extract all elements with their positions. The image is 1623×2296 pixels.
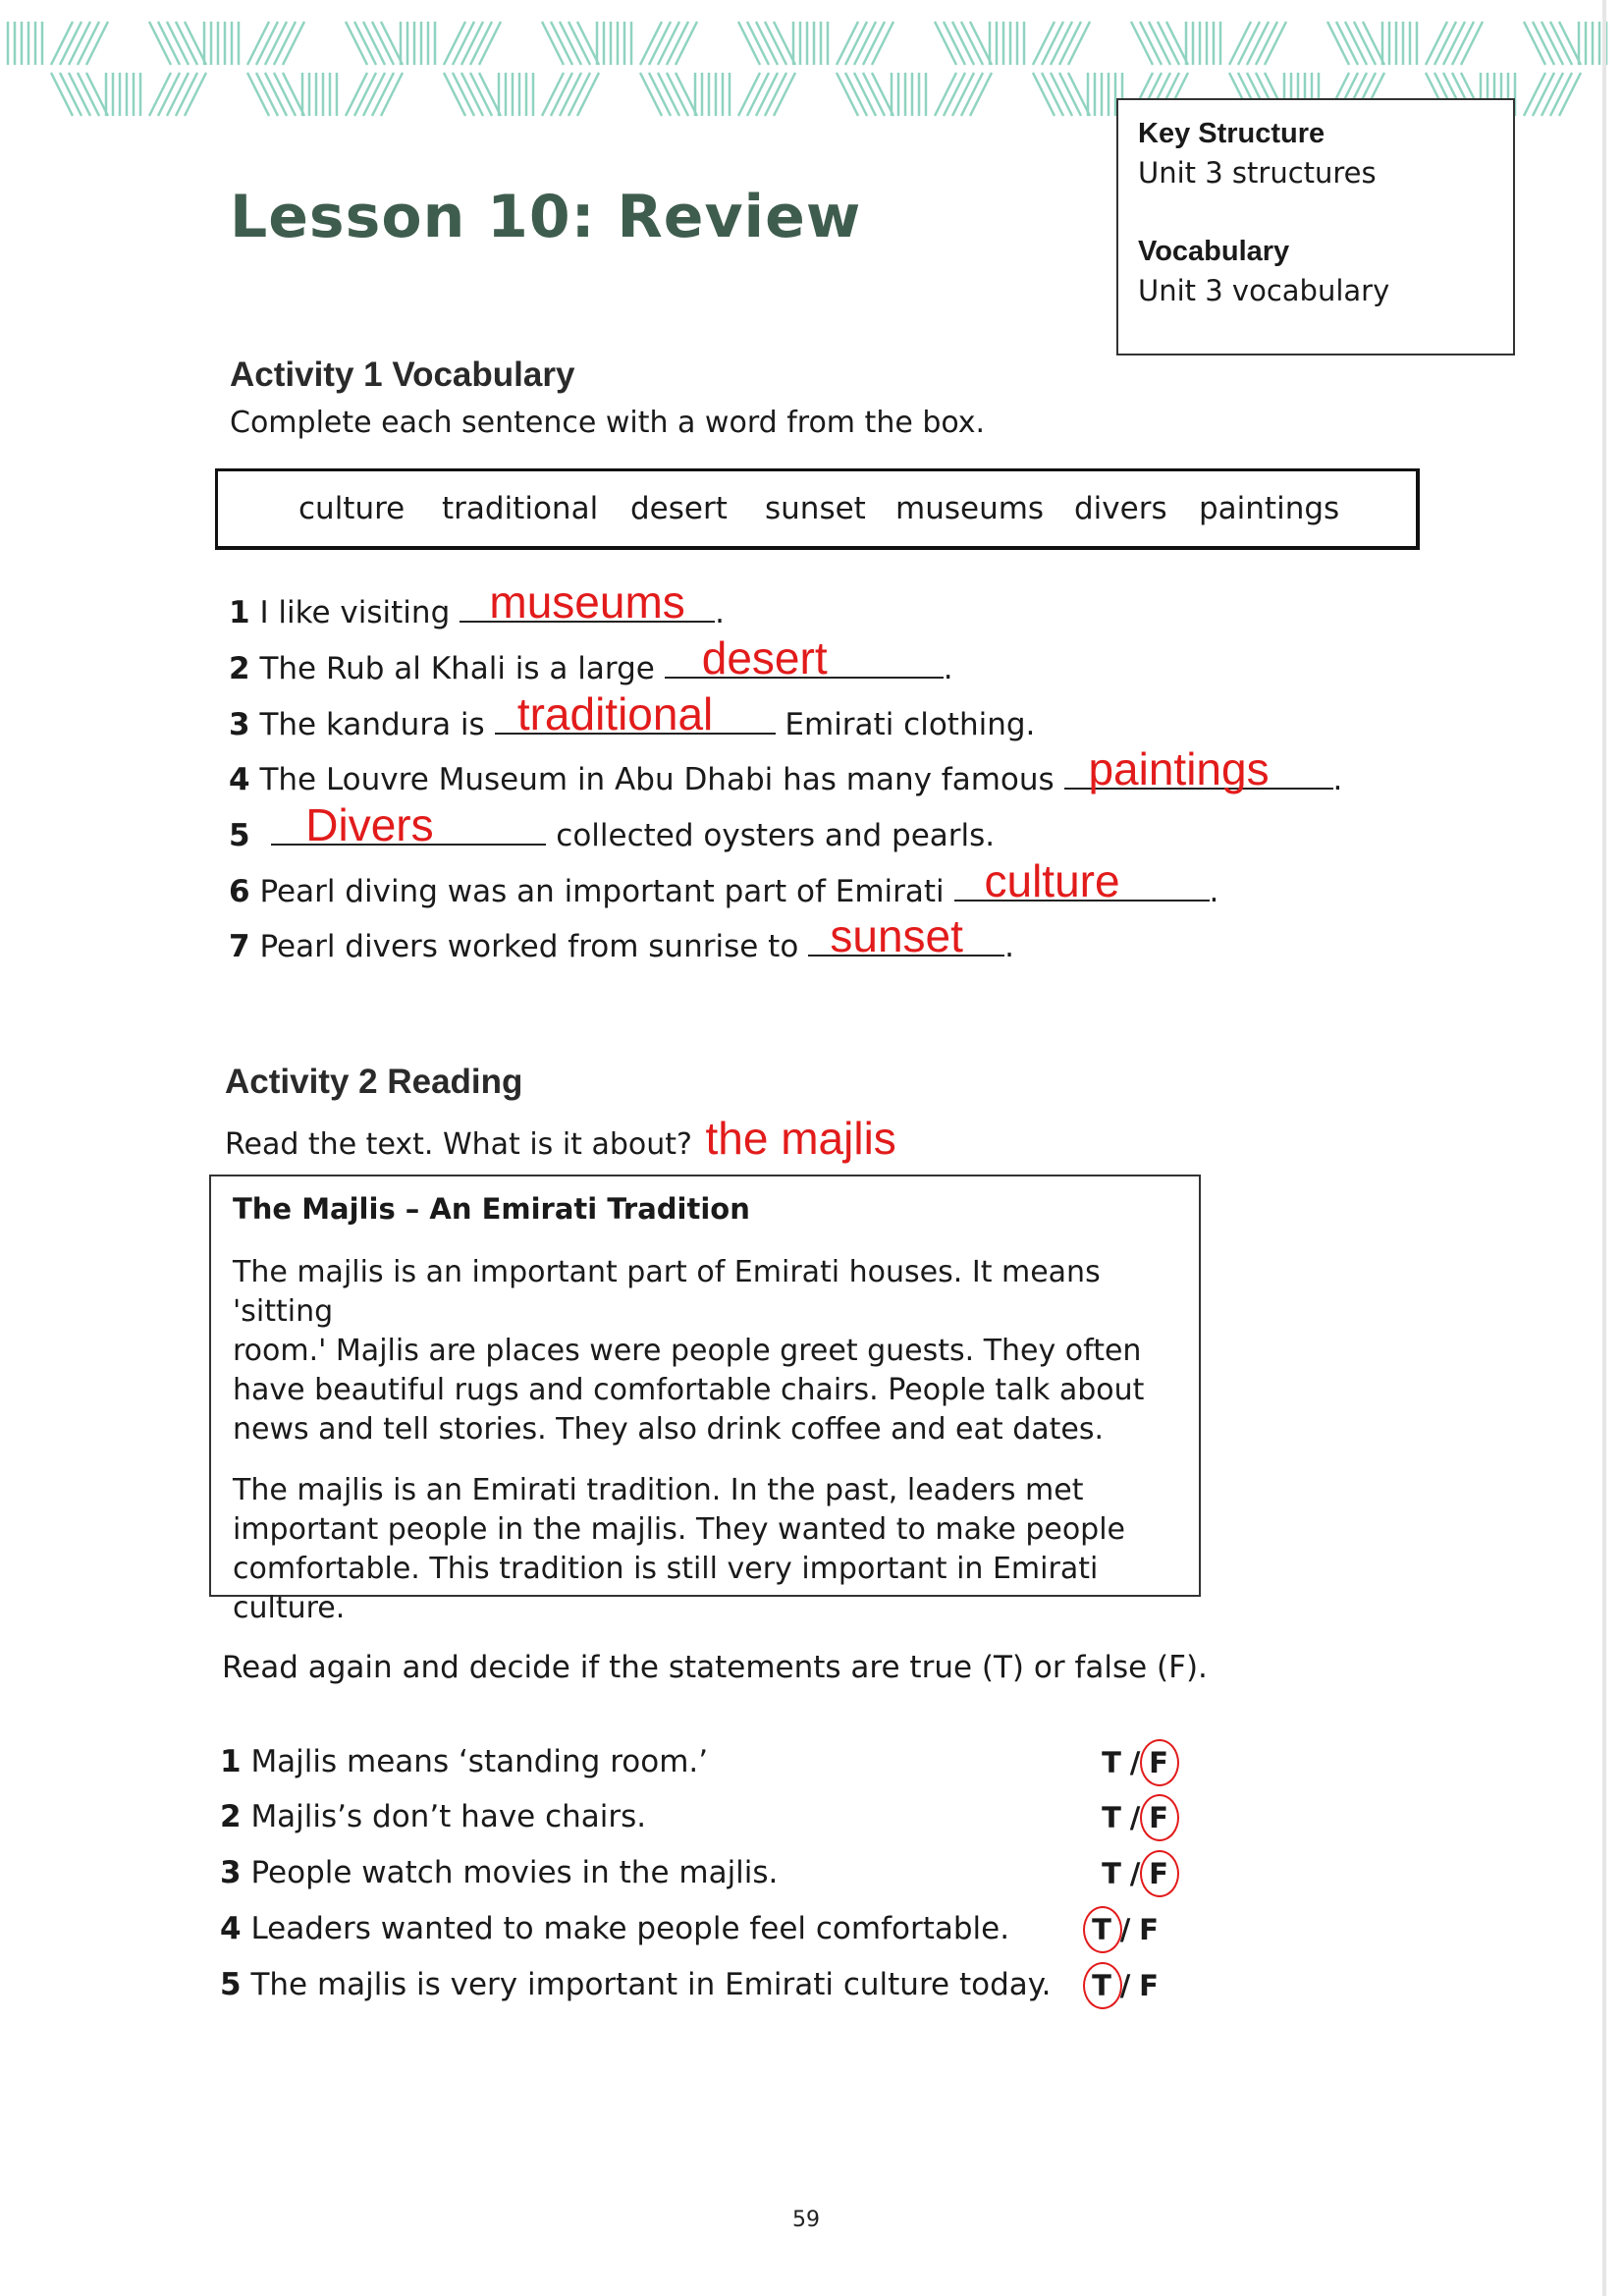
tf-statement-5 [220, 1967, 1052, 2002]
answer-blank[interactable] [495, 688, 776, 739]
statement-text: Majlis’s don’t have chairs. [250, 1799, 647, 1834]
vocab-item-3 [229, 688, 1036, 742]
item-text-before: Pearl divers worked from sunrise to [259, 929, 799, 964]
word-box-word: culture [298, 491, 406, 526]
handwritten-answer: paintings [1088, 743, 1270, 794]
reading-text-box [209, 1175, 1201, 1625]
activity1-instruction: Complete each sentence with a word from the box. [230, 406, 986, 440]
item-number: 5 [229, 818, 250, 853]
word-box-word: paintings [1199, 491, 1340, 526]
vocabulary-heading: Vocabulary [1138, 236, 1290, 267]
statement-text: Majlis means ‘standing room.’ [250, 1744, 709, 1779]
item-number: 3 [229, 707, 250, 742]
activity2-question: Read the text. What is it about? [225, 1127, 692, 1162]
tf-answer-1[interactable] [1100, 1746, 1170, 1779]
activity1-heading: Activity 1 Vocabulary [230, 355, 575, 394]
reading-line: The majlis is an Emirati tradition. In the past, leaders met [233, 1473, 1084, 1507]
item-text-after: . [1004, 929, 1014, 964]
answer-blank[interactable] [954, 855, 1210, 906]
page-edge [1602, 0, 1606, 2296]
item-text-after: . [943, 651, 953, 686]
statement-number: 2 [220, 1799, 242, 1834]
handwritten-answer: Divers [305, 799, 434, 850]
tf-false-option-circled[interactable]: F [1147, 1801, 1170, 1834]
tf-true-option-circled[interactable]: T [1090, 1969, 1113, 2002]
tf-answer-2[interactable] [1100, 1801, 1170, 1834]
tf-statement-3 [220, 1855, 778, 1890]
item-text-before: The Louvre Museum in Abu Dhabi has many famous [259, 762, 1055, 797]
tf-instruction: Read again and decide if the statements are true (T) or false (F). [222, 1650, 1208, 1685]
vocab-item-4 [229, 743, 1343, 797]
tf-separator: / [1119, 1969, 1131, 2002]
vocab-item-2 [229, 632, 953, 686]
item-text-after: Emirati clothing. [784, 707, 1036, 742]
item-number: 2 [229, 651, 250, 686]
answer-blank[interactable] [808, 910, 1004, 961]
word-box-word: museums [895, 491, 1045, 526]
tf-false-option[interactable]: F [1139, 1969, 1159, 2002]
reading-line: The majlis is an important part of Emirati houses. It means 'sitting [233, 1255, 1101, 1329]
reading-line: important people in the majlis. They wanted to make people [233, 1512, 1126, 1547]
reading-line: comfortable. This tradition is still very important in Emirati culture. [233, 1552, 1099, 1625]
item-number: 1 [229, 595, 250, 630]
statement-number: 1 [220, 1744, 242, 1779]
answer-blank[interactable] [460, 576, 715, 628]
reading-line: news and tell stories. They also drink coffee and eat dates. [233, 1412, 1105, 1447]
item-text-before: I like visiting [259, 595, 451, 630]
item-number: 4 [229, 762, 250, 797]
vocab-item-5 [229, 799, 996, 853]
answer-blank[interactable] [665, 632, 944, 683]
statement-number: 4 [220, 1911, 242, 1946]
tf-answer-5[interactable] [1090, 1969, 1161, 2002]
tf-separator: / [1129, 1746, 1141, 1779]
item-number: 6 [229, 874, 250, 909]
vocabulary-text: Unit 3 vocabulary [1138, 274, 1390, 307]
vocab-item-6 [229, 855, 1219, 909]
item-text-after: collected oysters and pearls. [556, 818, 996, 853]
reading-line: room.' Majlis are places were people greet guests. They often [233, 1334, 1142, 1368]
activity2-instruction [225, 1112, 896, 1165]
item-text-after: . [1209, 874, 1219, 909]
tf-separator: / [1129, 1857, 1141, 1890]
key-structure-box [1116, 98, 1515, 355]
reading-title: The Majlis – An Emirati Tradition [233, 1192, 750, 1226]
tf-answer-4[interactable] [1090, 1913, 1161, 1946]
word-box-word: sunset [765, 491, 866, 526]
lesson-title: Lesson 10: Review [230, 183, 862, 251]
activity2-heading: Activity 2 Reading [225, 1063, 523, 1101]
word-box-word: desert [630, 491, 728, 526]
page-number: 59 [792, 2208, 820, 2232]
vocab-item-1 [229, 576, 725, 630]
reading-paragraph-1 [233, 1253, 1179, 1449]
item-number: 7 [229, 929, 250, 964]
reading-line: have beautiful rugs and comfortable chairs. People talk about [233, 1373, 1145, 1407]
tf-true-option[interactable]: T [1102, 1746, 1121, 1779]
key-structure-heading: Key Structure [1138, 118, 1325, 149]
answer-blank[interactable] [271, 799, 546, 850]
tf-separator: / [1129, 1801, 1141, 1834]
statement-number: 3 [220, 1855, 242, 1890]
word-box [215, 468, 1420, 550]
word-box-word: divers [1074, 491, 1167, 526]
tf-false-option-circled[interactable]: F [1147, 1746, 1170, 1779]
item-text-after: . [715, 595, 725, 630]
statement-text: Leaders wanted to make people feel comfortable. [250, 1911, 1010, 1946]
handwritten-answer: traditional [516, 688, 714, 739]
handwritten-answer: desert [701, 632, 828, 683]
key-structure-text: Unit 3 structures [1138, 156, 1377, 190]
statement-text: The majlis is very important in Emirati culture today. [250, 1967, 1052, 2002]
handwritten-answer: culture [984, 855, 1120, 906]
word-box-word: traditional [442, 491, 599, 526]
item-text-before: The Rub al Khali is a large [259, 651, 655, 686]
tf-true-option[interactable]: T [1102, 1801, 1121, 1834]
handwritten-answer: museums [489, 576, 685, 628]
vocab-item-7 [229, 910, 1014, 964]
handwritten-answer: the majlis [705, 1113, 896, 1164]
item-text-after: . [1332, 762, 1343, 797]
tf-true-option[interactable]: T [1102, 1857, 1121, 1890]
statement-number: 5 [220, 1967, 242, 2002]
tf-statement-4 [220, 1911, 1009, 1946]
tf-statement-1 [220, 1744, 708, 1779]
tf-true-option-circled[interactable]: T [1090, 1913, 1113, 1946]
tf-false-option-circled[interactable]: F [1147, 1857, 1170, 1890]
tf-false-option[interactable]: F [1139, 1913, 1159, 1946]
tf-answer-3[interactable] [1100, 1857, 1170, 1890]
answer-blank[interactable] [1064, 743, 1333, 794]
statement-text: People watch movies in the majlis. [250, 1855, 779, 1890]
handwritten-answer: sunset [830, 910, 963, 961]
item-text-before: Pearl diving was an important part of Emirati [259, 874, 945, 909]
reading-paragraph-2 [233, 1471, 1179, 1628]
item-text-before: The kandura is [259, 707, 485, 742]
tf-separator: / [1119, 1913, 1131, 1946]
tf-statement-2 [220, 1799, 646, 1834]
